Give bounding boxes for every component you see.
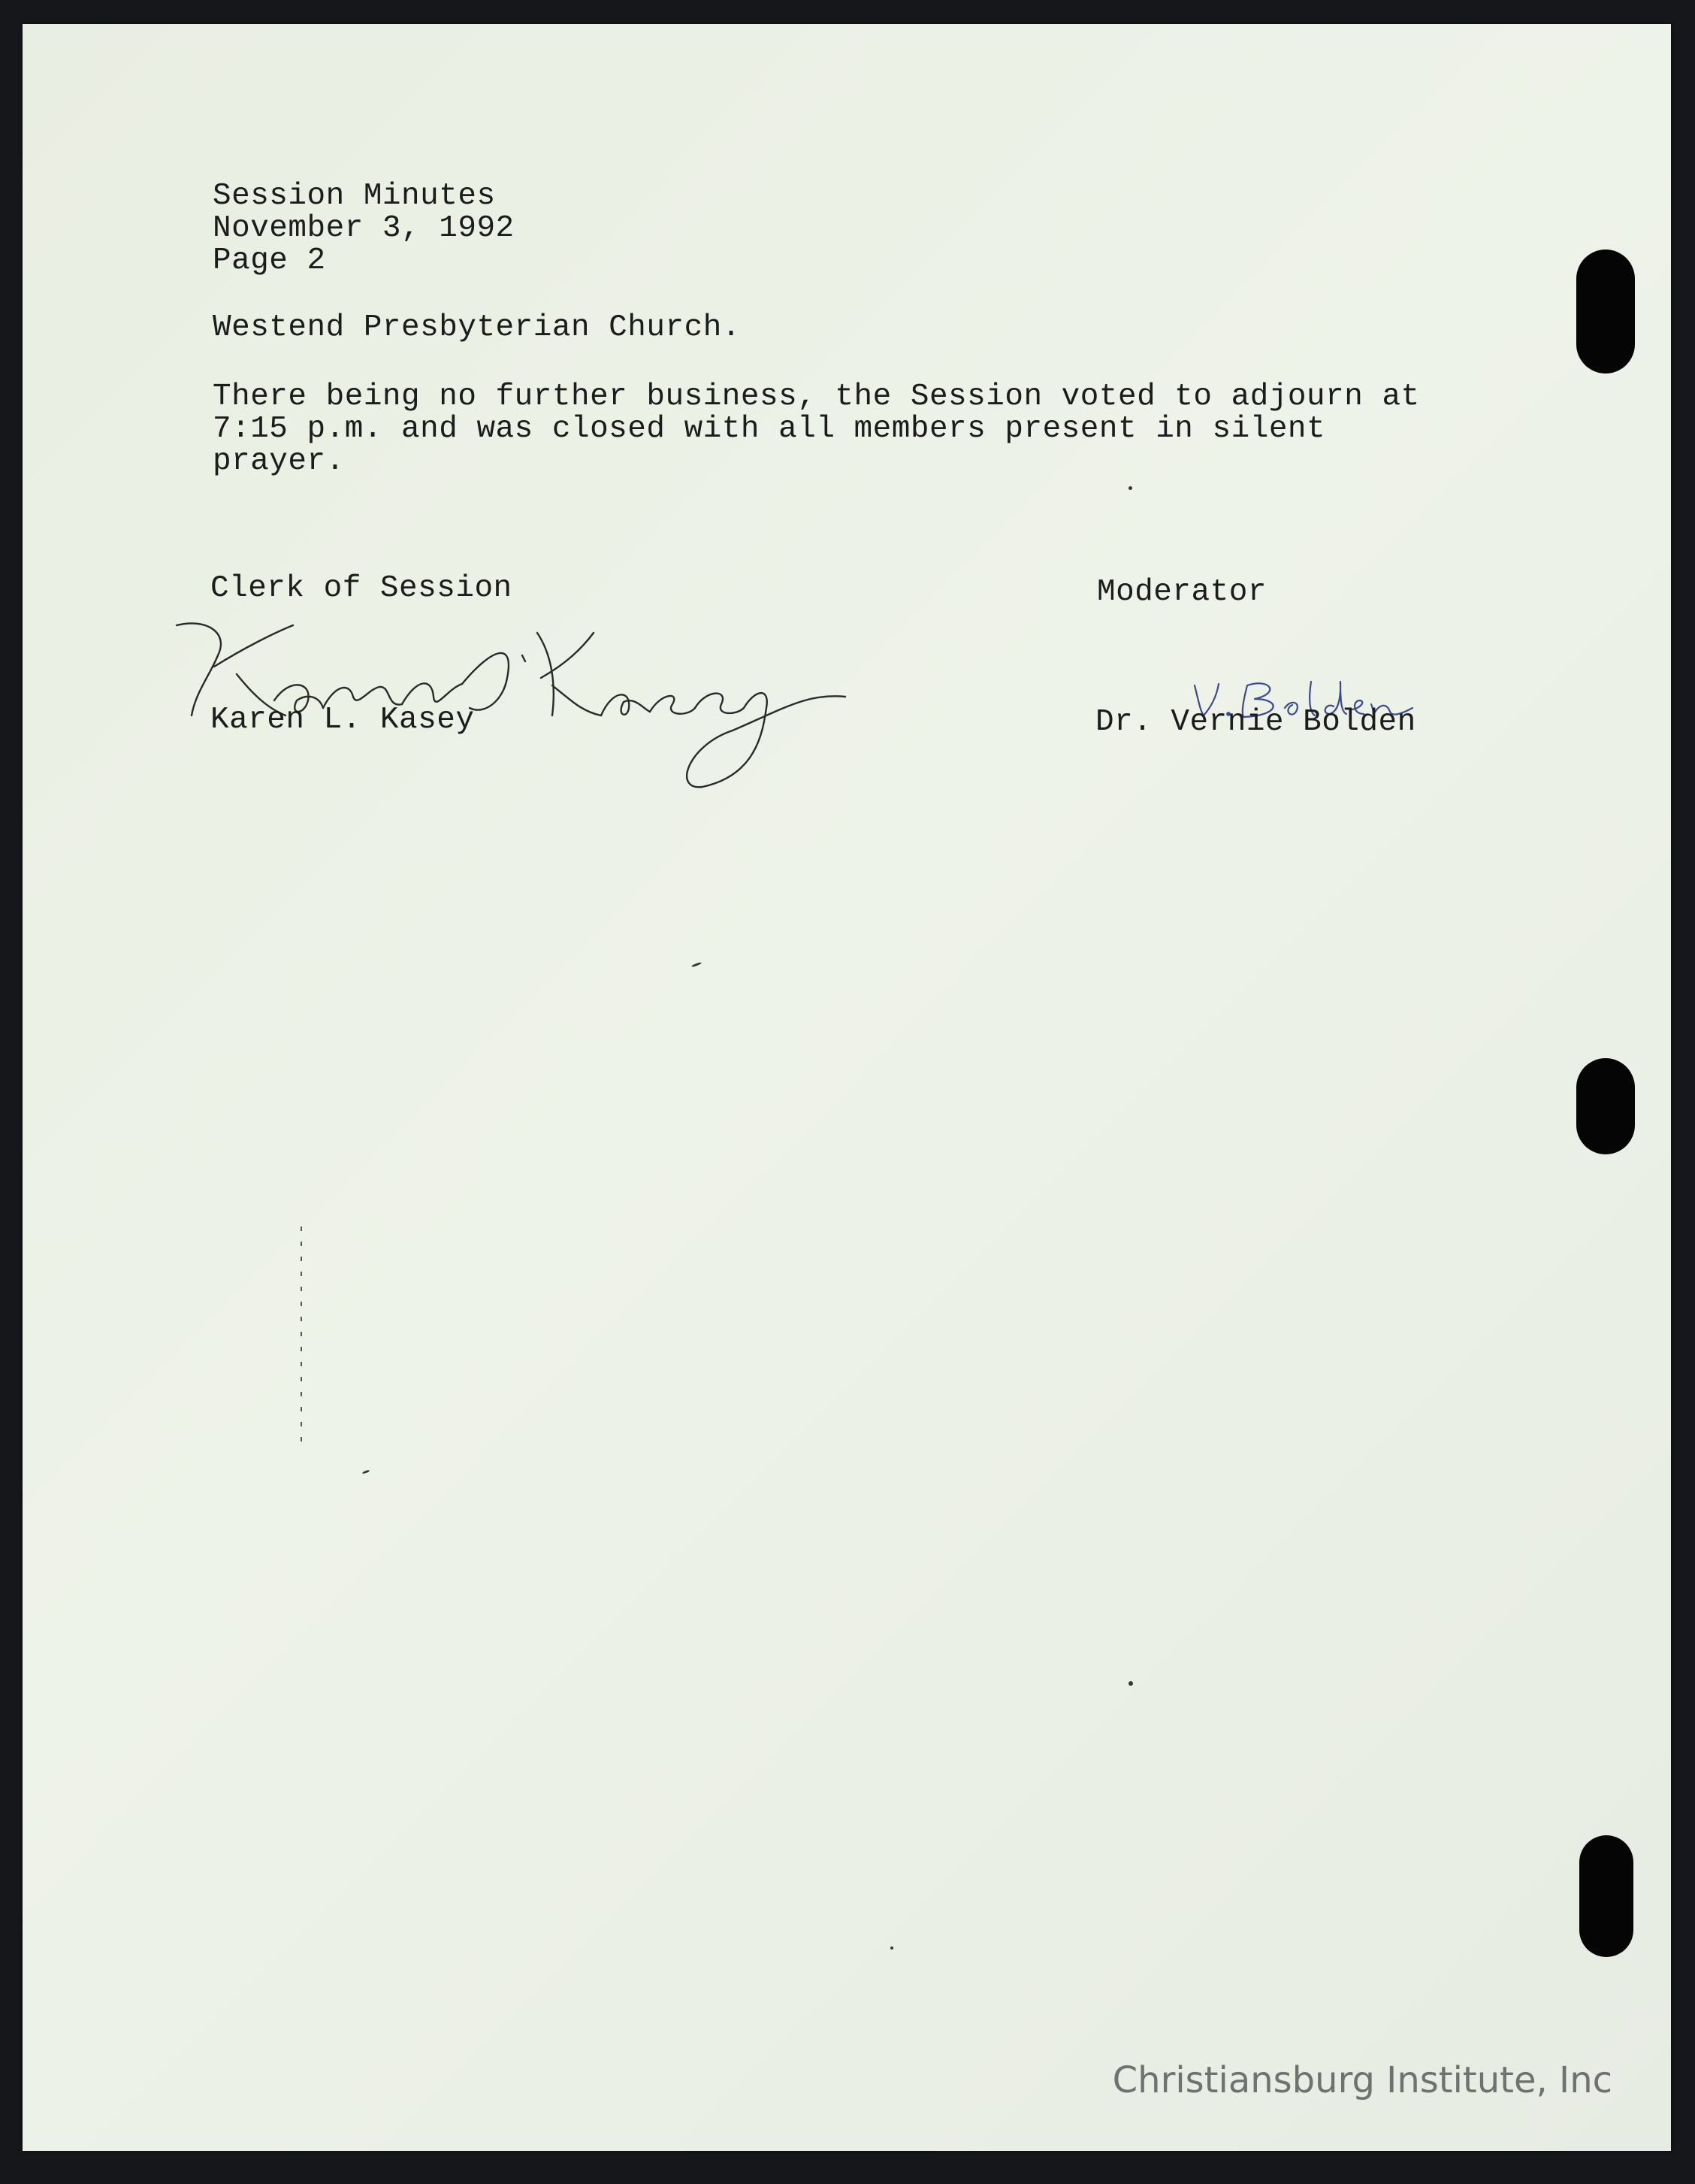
body-line-2: 7:15 p.m. and was closed with all members present in silent: [213, 412, 1326, 446]
body-line-1: There being no further business, the Session voted to adjourn at: [213, 380, 1420, 414]
header-page: Page 2: [213, 244, 326, 278]
clerk-signature: [162, 603, 853, 798]
moderator-name: Dr. Vernie Bolden: [1095, 705, 1416, 740]
moderator-role-label: Moderator: [1097, 575, 1267, 610]
paper-speck: [362, 1469, 370, 1474]
clerk-name: Karen L. Kasey: [210, 703, 475, 737]
header-date: November 3, 1992: [213, 211, 515, 246]
header-title: Session Minutes: [213, 179, 496, 213]
document-page: [23, 24, 1671, 2151]
binder-hole-bottom: [1579, 1835, 1633, 1957]
paper-speck: [691, 962, 702, 968]
clerk-role-label: Clerk of Session: [210, 571, 512, 606]
paper-speck: [1128, 486, 1132, 490]
binder-hole-middle: [1576, 1058, 1635, 1154]
paper-speck: [890, 1947, 893, 1950]
body-line-3: prayer.: [213, 444, 345, 479]
watermark-text: Christiansburg Institute, Inc: [1112, 2059, 1612, 2101]
church-name: Westend Presbyterian Church.: [213, 310, 741, 345]
paper-dotted-mark: [301, 1227, 302, 1452]
paper-speck: [1128, 1681, 1133, 1686]
binder-hole-top: [1576, 250, 1635, 374]
